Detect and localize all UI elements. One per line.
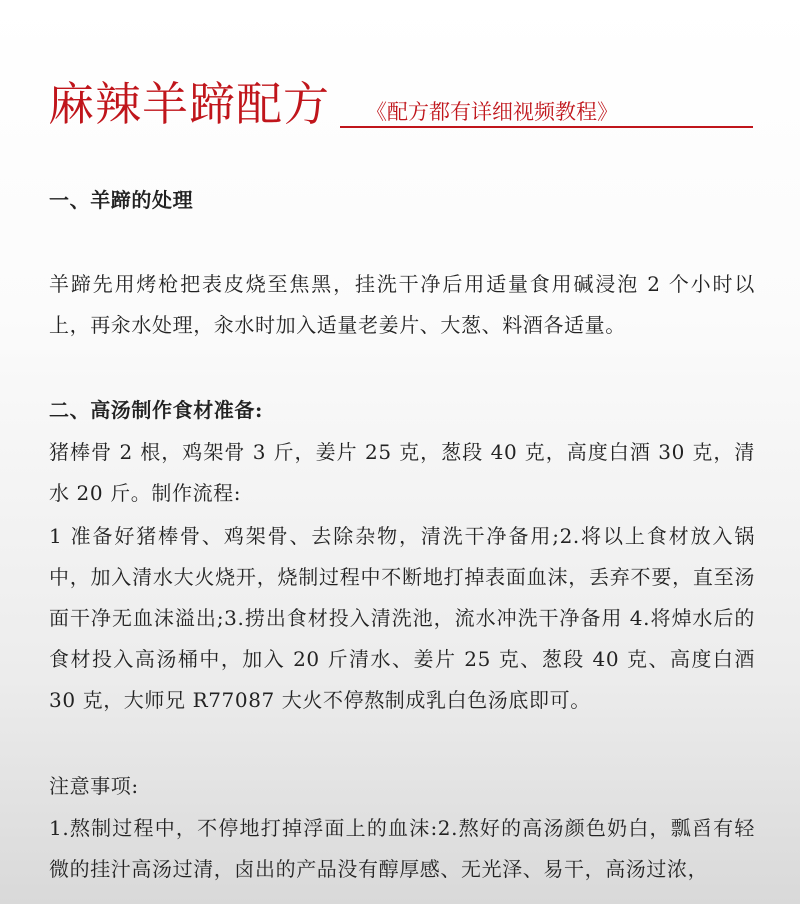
title-row: [48, 74, 753, 134]
section-1-body: 羊蹄先用烤枪把表皮烧至焦黑，挂洗干净后用适量食用碱浸泡 2 个小时以上，再汆水处理，汆水时加入适量老姜片、大葱、料酒各适量。: [49, 272, 755, 337]
section-2-ingredients: 猪棒骨 2 根，鸡架骨 3 斤，姜片 25 克，葱段 40 克，高度白酒 30 克，清水 20 斤。制作流程:: [49, 440, 755, 505]
section-2-heading: 二、高汤制作食材准备:: [49, 398, 263, 422]
section-2-steps: 1 准备好猪棒骨、鸡架骨、去除杂物，清洗干净备用;2.将以上食材放入锅中，加入清水大火烧开，烧制过程中不断地打掉表面血沫，丢弃不要，直至汤面干净无血沫溢出;3.捞出食材投入清洗池，流水冲洗干净备用 4.将焯水后的食材投入高汤桶中，加入 20 斤清水、姜片 25 克、葱段 40 克、高度白酒 30 克，大师兄 R77087 大火不停熬制成乳白色汤底即可。: [49, 524, 755, 712]
notes-heading: 注意事项:: [49, 774, 139, 798]
page-title: 麻辣羊蹄配方: [48, 77, 330, 131]
title-subtitle: 《配方都有详细视频教程》: [366, 100, 618, 124]
title-underline: [340, 126, 753, 128]
notes-body: 1.熬制过程中，不停地打掉浮面上的血沫:2.熬好的高汤颜色奶白，瓢舀有轻微的挂汁高汤过清，卤出的产品没有醇厚感、无光泽、易干，高汤过浓，: [49, 816, 755, 881]
section-1-heading: 一、羊蹄的处理: [49, 188, 194, 212]
